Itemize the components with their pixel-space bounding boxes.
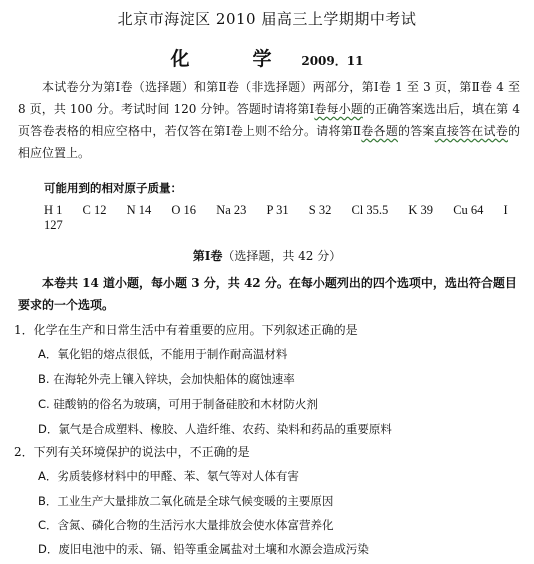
intro-text-3: 的答案 — [397, 124, 435, 138]
question-2-stem: 2．下列有关环境保护的说法中，不正确的是 — [14, 445, 250, 459]
question-2-option-b: B．工业生产大量排放二氧化硫是全球气候变暖的主要原因 — [38, 494, 334, 508]
atomic-mass-item: C 12 — [82, 203, 107, 217]
section-name: 第Ⅰ卷 — [192, 249, 223, 263]
atomic-masses-label: 可能用到的相对原子质量： — [44, 181, 182, 195]
atomic-masses-list — [44, 203, 524, 233]
intro-wavy-3: 直接答在试卷 — [434, 124, 508, 138]
atomic-mass-item: O 16 — [171, 203, 197, 217]
section-detail: （选择题，共 42 分） — [222, 249, 342, 263]
subject-name: 化 学 — [170, 48, 294, 70]
exam-title: 北京市海淀区 2010 届高三上学期期中考试 — [117, 10, 417, 28]
question-1-option-b: B. 在海轮外壳上镶入锌块，会加快船体的腐蚀速率 — [38, 372, 295, 386]
atomic-mass-item: Na 23 — [216, 203, 247, 217]
intro-wavy-2: 卷各题 — [361, 124, 398, 138]
atomic-mass-item: H 1 — [44, 203, 63, 217]
atomic-mass-item: K 39 — [408, 203, 434, 217]
section-instructions: 本卷共 14 道小题，每小题 3 分，共 42 分。在每小题列出的四个选项中，选出符合题目要求的一个选项。 — [18, 276, 517, 312]
atomic-mass-item: S 32 — [308, 203, 332, 217]
question-1-stem: 1．化学在生产和日常生活中有着重要的应用。下列叙述正确的是 — [14, 323, 358, 337]
atomic-mass-item: Cu 64 — [453, 203, 484, 217]
question-2-option-c: C．含氮、磷化合物的生活污水大量排放会使水体富营养化 — [38, 518, 334, 532]
atomic-mass-item: I 127 — [44, 203, 508, 232]
intro-paragraph — [18, 76, 520, 164]
exam-date: 2009．11 — [301, 54, 364, 68]
question-1-option-c: C. 硅酸钠的俗名为玻璃，可用于制备硅胶和木材防火剂 — [38, 397, 318, 411]
question-2-option-d: D．废旧电池中的汞、镉、铅等重金属盐对土壤和水源会造成污染 — [38, 542, 369, 556]
intro-wavy-1: 卷每小题 — [314, 102, 363, 116]
question-1-option-d: D．氯气是合成塑料、橡胶、人造纤维、农药、染料和药品的重要原料 — [38, 422, 392, 436]
intro-text-4: 的相应位置上。 — [18, 124, 520, 160]
intro-text-1: 本试卷分为第Ⅰ卷（选择题）和第Ⅱ卷（非选择题）两部分，第Ⅰ卷 1 至 3 页，第Ⅱ卷 4 至 8 页，共 100 分。考试时间 120 分钟。答题时请将第Ⅰ — [18, 80, 520, 116]
atomic-mass-item: Cl 35.5 — [351, 203, 389, 217]
atomic-mass-item: N 14 — [126, 203, 152, 217]
question-2-option-a: A．劣质装修材料中的甲醛、苯、氡气等对人体有害 — [38, 469, 299, 483]
section-title — [0, 247, 534, 264]
subject-line — [0, 44, 534, 71]
intro-text-2: 的正确答案选出后，填在第 4 页答卷表格的相应空格中，若仅答在第Ⅰ卷上则不给分。请将第Ⅱ — [18, 102, 520, 138]
atomic-mass-item: P 31 — [266, 203, 289, 217]
question-1-option-a: A．氧化铝的熔点很低，不能用于制作耐高温材料 — [38, 347, 288, 361]
